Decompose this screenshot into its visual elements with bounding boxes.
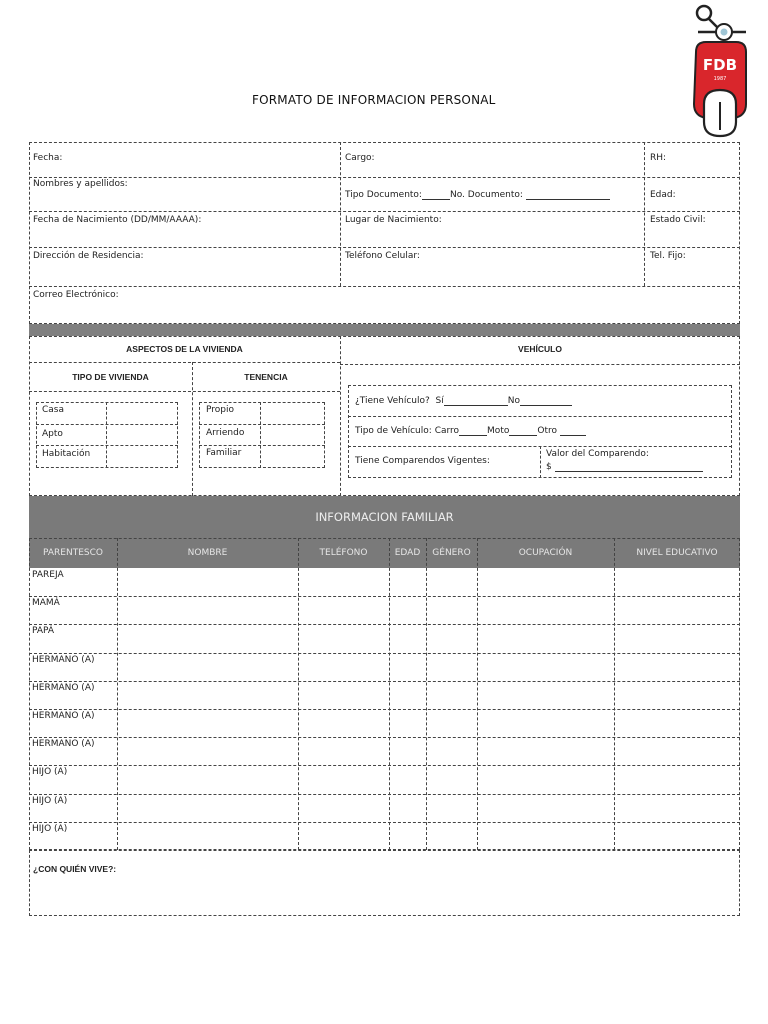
parentesco-label: HERMANO (A) xyxy=(32,683,95,693)
logo-year: 1987 xyxy=(713,76,727,82)
column-header-genero: GÉNERO xyxy=(432,548,471,558)
peso-sign: $ xyxy=(546,462,552,472)
parentesco-label: HERMANO (A) xyxy=(32,711,95,721)
tipo-habitacion-label: Habitación xyxy=(42,449,91,459)
tiene-vehiculo-field[interactable] xyxy=(355,396,572,406)
tipo-vivienda-title: TIPO DE VIVIENDA xyxy=(72,372,149,382)
column-header-nivel-educativo: NIVEL EDUCATIVO xyxy=(636,548,718,558)
tenencia-title: TENENCIA xyxy=(244,372,288,382)
table-row[interactable] xyxy=(29,709,740,737)
tipo-vehiculo-label: Tipo de Vehículo: xyxy=(355,426,432,436)
tenencia-arriendo-label: Arriendo xyxy=(206,428,245,438)
telefono-celular-label: Teléfono Celular: xyxy=(345,251,420,261)
table-row[interactable] xyxy=(29,653,740,681)
tenencia-arriendo-checkbox[interactable] xyxy=(261,425,324,445)
tipo-apto-label: Apto xyxy=(42,429,63,439)
comparendos-label: Tiene Comparendos Vigentes: xyxy=(355,456,490,466)
tiene-vehiculo-label: ¿Tiene Vehículo? xyxy=(355,396,430,406)
tipo-casa-checkbox[interactable] xyxy=(107,403,177,424)
cargo-label: Cargo: xyxy=(345,153,375,163)
fecha-label: Fecha: xyxy=(33,153,63,163)
otro-label: Otro xyxy=(537,426,557,436)
table-row[interactable] xyxy=(29,624,740,652)
carro-label: Carro xyxy=(434,426,460,436)
logo-text: FDB xyxy=(702,56,738,74)
tenencia-propio-label: Propio xyxy=(206,405,234,415)
table-row[interactable] xyxy=(29,568,740,596)
tipo-habitacion-checkbox[interactable] xyxy=(107,446,177,467)
parentesco-label: HIJO (A) xyxy=(32,796,68,806)
fecha-nacimiento-label: Fecha de Nacimiento (DD/MM/AAAA): xyxy=(33,215,202,225)
table-row[interactable] xyxy=(29,681,740,709)
column-header-edad: EDAD xyxy=(394,548,421,558)
moto-label: Moto xyxy=(487,426,510,436)
edad-label: Edad: xyxy=(650,190,676,200)
fdb-logo xyxy=(690,4,750,140)
lugar-nacimiento-label: Lugar de Nacimiento: xyxy=(345,215,442,225)
parentesco-label: PAREJA xyxy=(32,570,64,580)
familia-title: INFORMACION FAMILIAR xyxy=(315,510,454,524)
table-row[interactable] xyxy=(29,794,740,822)
con-quien-vive-label: ¿CON QUIÉN VIVE?: xyxy=(33,864,117,874)
valor-comparendo-field[interactable] xyxy=(546,462,703,472)
si-label: Sí xyxy=(435,396,444,406)
table-row[interactable] xyxy=(29,822,740,850)
tenencia-familiar-label: Familiar xyxy=(206,448,242,458)
nombres-label: Nombres y apellidos: xyxy=(33,179,128,189)
vehiculo-title: VEHÍCULO xyxy=(518,344,562,354)
document-title: FORMATO DE INFORMACION PERSONAL xyxy=(252,93,496,107)
table-row[interactable] xyxy=(29,765,740,793)
parentesco-label: HIJO (A) xyxy=(32,824,68,834)
con-quien-vive-box[interactable] xyxy=(29,850,740,916)
tipo-documento-field[interactable] xyxy=(345,190,610,200)
parentesco-label: MAMÁ xyxy=(32,598,60,608)
direccion-label: Dirección de Residencia: xyxy=(33,251,144,261)
column-header-nombre: NOMBRE xyxy=(187,548,228,558)
vivienda-title: ASPECTOS DE LA VIVIENDA xyxy=(126,344,243,354)
correo-label: Correo Electrónico: xyxy=(33,290,119,300)
tipo-documento-label: Tipo Documento: xyxy=(345,190,422,200)
tenencia-propio-checkbox[interactable] xyxy=(261,403,324,424)
tipo-vehiculo-field[interactable] xyxy=(355,426,586,436)
personal-info-table xyxy=(29,142,740,324)
tipo-casa-label: Casa xyxy=(42,405,65,415)
valor-comparendo-label: Valor del Comparendo: xyxy=(546,449,649,459)
table-row[interactable] xyxy=(29,596,740,624)
parentesco-label: HIJO (A) xyxy=(32,767,68,777)
section-divider xyxy=(29,324,740,336)
parentesco-label: HERMANO (A) xyxy=(32,655,95,665)
parentesco-label: PAPÁ xyxy=(32,626,55,636)
estado-civil-label: Estado Civil: xyxy=(650,215,706,225)
column-header-ocupacion: OCUPACIÓN xyxy=(518,548,573,558)
tel-fijo-label: Tel. Fijo: xyxy=(650,251,686,261)
no-documento-label: No. Documento: xyxy=(449,190,523,200)
tipo-apto-checkbox[interactable] xyxy=(107,425,177,445)
no-label: No xyxy=(507,396,520,406)
parentesco-label: HERMANO (A) xyxy=(32,739,95,749)
column-header-parentesco: PARENTESCO xyxy=(43,548,103,558)
table-row[interactable] xyxy=(29,737,740,765)
tenencia-familiar-checkbox[interactable] xyxy=(261,446,324,467)
column-header-telefono: TELÉFONO xyxy=(319,548,368,558)
rh-label: RH: xyxy=(650,153,667,163)
